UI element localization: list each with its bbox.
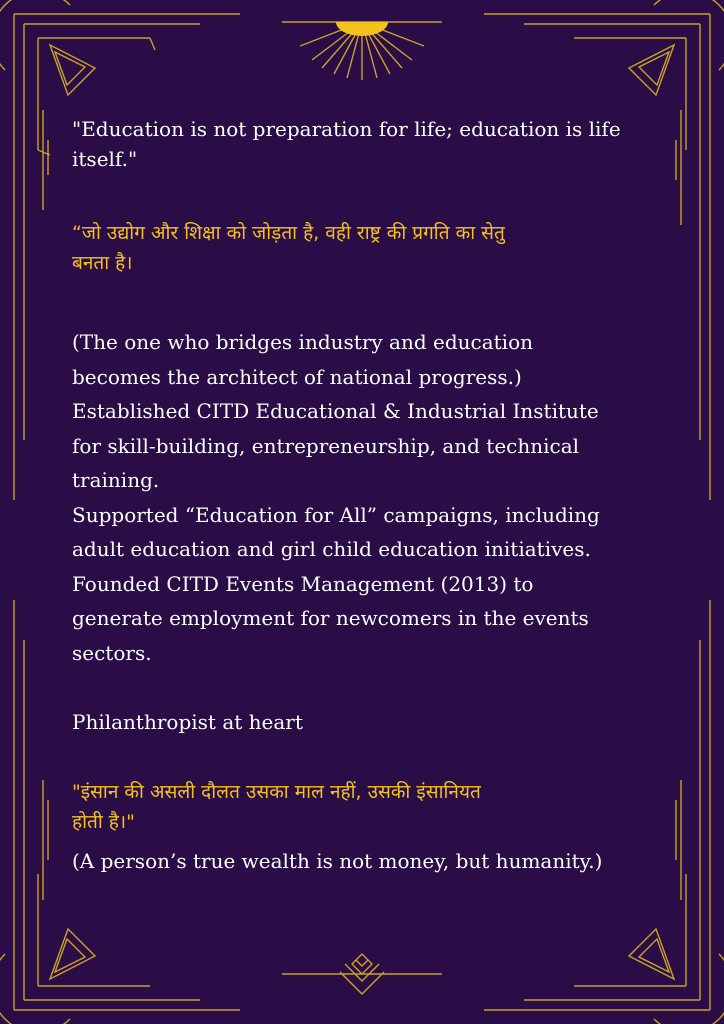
body-line: becomes the architect of national progress.) <box>72 364 522 389</box>
philanthropy-translation: (A person’s true wealth is not money, but humanity.) <box>72 849 603 873</box>
body-line: (The one who bridges industry and education <box>72 330 533 354</box>
quote-hindi-line: बनता है। <box>72 252 133 274</box>
body-line: Founded CITD Events Management (2013) to <box>72 571 534 596</box>
body-line: generate employment for newcomers in the events <box>72 606 589 630</box>
quote-hindi <box>72 218 505 278</box>
translation-and-achievements <box>72 325 600 670</box>
philanthropy-quote-line: "इंसान की असली दौलत उसका माल नहीं, उसकी इंसानियत <box>72 781 481 803</box>
quote-english <box>72 114 621 174</box>
quote-hindi-line: “जो उद्योग और शिक्षा को जोड़ता है, वही राष्ट्र की प्रगति का सेतु <box>72 222 505 244</box>
body-line: for skill-building, entrepreneurship, and technical <box>72 433 580 458</box>
philanthropy-quote-hindi <box>72 777 481 837</box>
body-line: Established CITD Educational & Industrial Institute <box>72 399 599 423</box>
section-heading: Philanthropist at heart <box>72 710 303 734</box>
body-line: sectors. <box>72 640 152 665</box>
body-line: Supported “Education for All” campaigns, including <box>72 502 600 527</box>
quote-english-line: itself." <box>72 147 138 171</box>
quote-english-line: "Education is not preparation for life; education is life <box>72 117 621 141</box>
body-line: training. <box>72 468 160 492</box>
body-line: adult education and girl child education initiatives. <box>72 537 591 561</box>
philanthropy-quote-line: होती है।" <box>72 811 135 833</box>
